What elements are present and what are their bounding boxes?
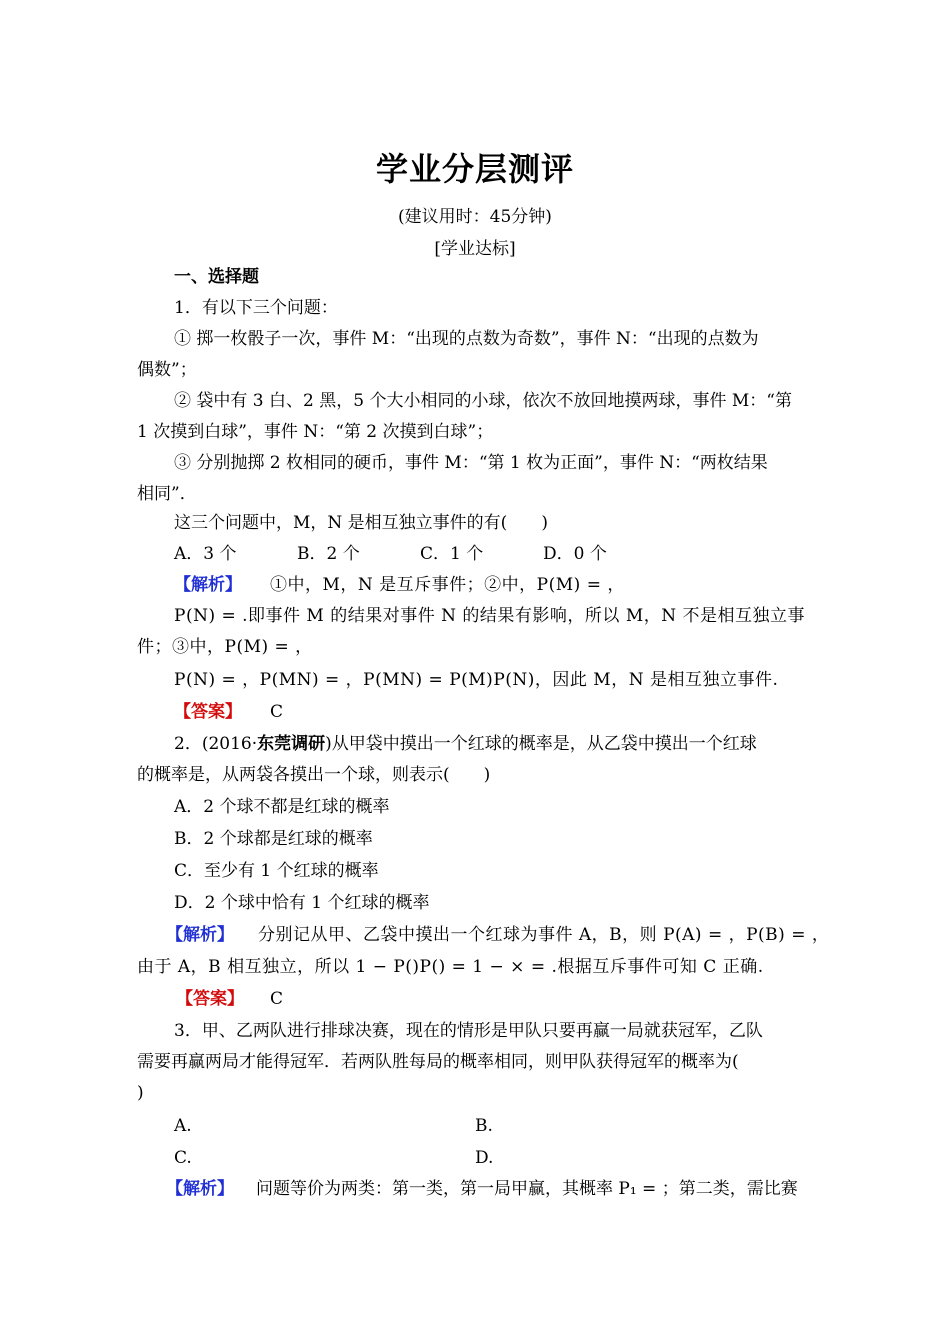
q3-option-b: B. bbox=[475, 1116, 493, 1136]
q2-stem-prefix: 2．(2016· bbox=[174, 734, 258, 754]
q2-stem-cont: 的概率是，从两袋各摸出一个球，则表示( ) bbox=[137, 765, 491, 785]
q3-stem-cont: 需要再赢两局才能得冠军．若两队胜每局的概率相同，则甲队获得冠军的概率为( bbox=[137, 1052, 739, 1072]
q1-option-a: A．3 个 bbox=[174, 544, 237, 564]
q2-analysis-line2: 由于 A，B 相互独立，所以 1 − P()P() = 1 − × = .根据互斥事件可知 C 正确. bbox=[137, 957, 764, 977]
part-heading: 一、选择题 bbox=[174, 267, 259, 287]
q1-option-d: D．0 个 bbox=[543, 544, 607, 564]
q2-option-b: B．2 个球都是红球的概率 bbox=[174, 829, 373, 849]
q3-stem-end: ) bbox=[137, 1083, 144, 1103]
q1-answer: C bbox=[270, 702, 284, 722]
q2-option-a: A．2 个球不都是红球的概率 bbox=[174, 797, 390, 817]
q1-answer-tag: 【答案】 bbox=[174, 702, 242, 722]
q2-answer: C bbox=[270, 989, 284, 1009]
q2-answer-tag: 【答案】 bbox=[176, 989, 244, 1009]
q1-option-b: B．2 个 bbox=[297, 544, 360, 564]
q3-stem: 3．甲、乙两队进行排球决赛，现在的情形是甲队只要再赢一局就获冠军，乙队 bbox=[174, 1021, 763, 1041]
q2-stem bbox=[174, 733, 757, 755]
q1-item1-cont: 偶数”； bbox=[137, 360, 197, 380]
q1-item1: ① 掷一枚骰子一次，事件 M：“出现的点数为奇数”，事件 N：“出现的点数为 bbox=[174, 329, 759, 349]
q1-item3: ③ 分别抛掷 2 枚相同的硬币，事件 M：“第 1 枚为正面”，事件 N：“两枚结果 bbox=[174, 453, 768, 473]
q1-item3-cont: 相同”． bbox=[137, 484, 197, 504]
q1-question: 这三个问题中，M，N 是相互独立事件的有( ) bbox=[174, 513, 548, 533]
q2-option-d: D．2 个球中恰有 1 个红球的概率 bbox=[174, 893, 430, 913]
q1-analysis-line3: 件；③中，P(M) = ， bbox=[137, 637, 313, 657]
q2-option-c: C．至少有 1 个红球的概率 bbox=[174, 861, 379, 881]
q1-analysis-line4: P(N) = ，P(MN) = ，P(MN) = P(M)P(N)，因此 M，N 是相互独立事件. bbox=[174, 670, 779, 690]
q3-analysis-line1: 问题等价为两类：第一类，第一局甲赢，其概率 P₁ = ；第二类，需比赛 bbox=[256, 1179, 798, 1199]
q2-stem-source: 东莞调研 bbox=[257, 734, 326, 754]
q1-stem: 1．有以下三个问题： bbox=[174, 298, 338, 318]
q1-analysis-line2: P(N) = .即事件 M 的结果对事件 N 的结果有影响，所以 M，N 不是相互独立事 bbox=[174, 606, 806, 626]
q3-option-a: A. bbox=[174, 1116, 192, 1136]
q3-analysis-tag: 【解析】 bbox=[166, 1179, 234, 1199]
q1-item2: ② 袋中有 3 白、2 黑，5 个大小相同的小球，依次不放回地摸两球，事件 M：“第 bbox=[174, 391, 792, 411]
q2-analysis-line1: 分别记从甲、乙袋中摸出一个红球为事件 A，B，则 P(A) = ，P(B) = ， bbox=[258, 925, 830, 945]
q1-item2-cont: 1 次摸到白球”，事件 N：“第 2 次摸到白球”； bbox=[137, 422, 494, 442]
q3-option-d: D. bbox=[475, 1148, 494, 1168]
q1-analysis-tag: 【解析】 bbox=[174, 575, 242, 595]
q2-stem-rest: )从甲袋中摸出一个红球的概率是，从乙袋中摸出一个红球 bbox=[325, 734, 757, 754]
q2-analysis-tag: 【解析】 bbox=[166, 925, 234, 945]
time-note: (建议用时：45分钟) bbox=[398, 207, 552, 227]
page-title: 学业分层测评 bbox=[375, 150, 574, 188]
q1-analysis-line1: ①中，M，N 是互斥事件；②中，P(M) = ， bbox=[270, 575, 625, 595]
section-label: [学业达标] bbox=[434, 239, 516, 259]
q3-option-c: C. bbox=[174, 1148, 192, 1168]
q1-option-c: C．1 个 bbox=[420, 544, 484, 564]
